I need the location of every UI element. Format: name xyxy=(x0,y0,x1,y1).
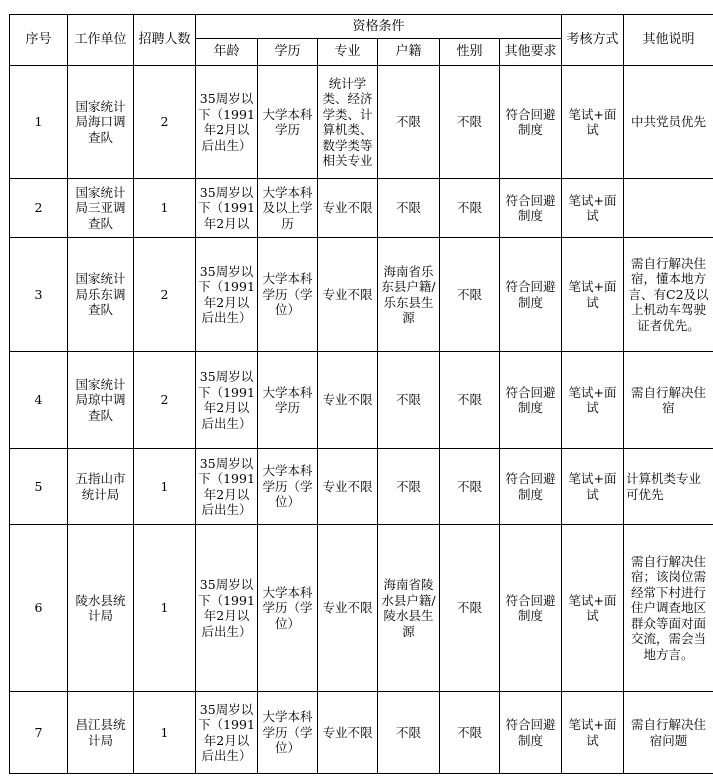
cell-age: 35周岁以下（1991年2月以后出生） xyxy=(196,238,258,352)
header-other-req: 其他要求 xyxy=(500,39,562,66)
header-qualifications: 资格条件 xyxy=(196,15,562,39)
cell-major: 专业不限 xyxy=(318,238,378,352)
cell-education: 大学本科学历（学位） xyxy=(258,238,318,352)
cell-hukou: 海南省乐东县户籍/乐东县生源 xyxy=(378,238,440,352)
cell-notes: 中共党员优先 xyxy=(624,66,713,179)
cell-unit: 国家统计局琼中调查队 xyxy=(68,352,134,449)
header-notes: 其他说明 xyxy=(624,15,713,66)
cell-hukou: 不限 xyxy=(378,179,440,238)
cell-exam: 笔试+面试 xyxy=(562,352,624,449)
cell-unit: 国家统计局三亚调查队 xyxy=(68,179,134,238)
header-count: 招聘人数 xyxy=(134,15,196,66)
cell-education: 大学本科学历 xyxy=(258,66,318,179)
cell-age: 35周岁以下（1991年2月以 xyxy=(196,179,258,238)
header-gender: 性别 xyxy=(440,39,500,66)
cell-gender: 不限 xyxy=(440,352,500,449)
cell-unit: 国家统计局海口调查队 xyxy=(68,66,134,179)
cell-major: 统计学类、经济学类、计算机类、数学类等相关专业 xyxy=(318,66,378,179)
table-row xyxy=(10,525,713,692)
header-hukou: 户籍 xyxy=(378,39,440,66)
table-row xyxy=(10,352,713,449)
cell-seq: 6 xyxy=(10,525,68,692)
header-unit: 工作单位 xyxy=(68,15,134,66)
cell-exam: 笔试+面试 xyxy=(562,692,624,774)
cell-unit: 五指山市统计局 xyxy=(68,449,134,525)
cell-count: 1 xyxy=(134,179,196,238)
cell-major: 专业不限 xyxy=(318,352,378,449)
cell-education: 大学本科学历（学位） xyxy=(258,449,318,525)
cell-seq: 5 xyxy=(10,449,68,525)
cell-notes: 需自行解决住宿；该岗位需经常下村进行住户调查地区群众等面对面交流，需会当地方言。 xyxy=(624,525,713,692)
cell-notes xyxy=(624,179,713,238)
table-row xyxy=(10,449,713,525)
cell-exam: 笔试+面试 xyxy=(562,179,624,238)
cell-major: 专业不限 xyxy=(318,449,378,525)
cell-age: 35周岁以下（1991年2月以后出生） xyxy=(196,66,258,179)
cell-gender: 不限 xyxy=(440,692,500,774)
table-row xyxy=(10,238,713,352)
header-seq: 序号 xyxy=(10,15,68,66)
cell-age: 35周岁以下（1991年2月以后出生） xyxy=(196,525,258,692)
cell-unit: 国家统计局乐东调查队 xyxy=(68,238,134,352)
recruitment-table xyxy=(9,14,713,774)
header-major: 专业 xyxy=(318,39,378,66)
cell-seq: 2 xyxy=(10,179,68,238)
cell-gender: 不限 xyxy=(440,179,500,238)
cell-notes: 计算机类专业可优先 xyxy=(624,449,713,525)
cell-unit: 昌江县统计局 xyxy=(68,692,134,774)
cell-notes: 需自行解决住宿，懂本地方言、有C2及以上机动车驾驶证者优先。 xyxy=(624,238,713,352)
cell-gender: 不限 xyxy=(440,449,500,525)
cell-education: 大学本科学历（学位） xyxy=(258,692,318,774)
cell-seq: 3 xyxy=(10,238,68,352)
table-row xyxy=(10,66,713,179)
cell-age: 35周岁以下（1991年2月以后出生） xyxy=(196,449,258,525)
cell-hukou: 不限 xyxy=(378,66,440,179)
header-education: 学历 xyxy=(258,39,318,66)
cell-major: 专业不限 xyxy=(318,525,378,692)
cell-gender: 不限 xyxy=(440,238,500,352)
cell-other-req: 符合回避制度 xyxy=(500,238,562,352)
cell-hukou: 不限 xyxy=(378,449,440,525)
cell-hukou: 海南省陵水县户籍/陵水县生源 xyxy=(378,525,440,692)
cell-hukou: 不限 xyxy=(378,352,440,449)
header-age: 年龄 xyxy=(196,39,258,66)
cell-seq: 7 xyxy=(10,692,68,774)
cell-seq: 4 xyxy=(10,352,68,449)
cell-count: 2 xyxy=(134,238,196,352)
cell-education: 大学本科学历 xyxy=(258,352,318,449)
cell-unit: 陵水县统计局 xyxy=(68,525,134,692)
table-row xyxy=(10,179,713,238)
cell-count: 2 xyxy=(134,352,196,449)
cell-major: 专业不限 xyxy=(318,692,378,774)
cell-major: 专业不限 xyxy=(318,179,378,238)
cell-count: 1 xyxy=(134,692,196,774)
cell-other-req: 符合回避制度 xyxy=(500,525,562,692)
cell-gender: 不限 xyxy=(440,66,500,179)
cell-count: 1 xyxy=(134,449,196,525)
cell-education: 大学本科及以上学历 xyxy=(258,179,318,238)
cell-notes: 需自行解决住宿问题 xyxy=(624,692,713,774)
cell-count: 2 xyxy=(134,66,196,179)
cell-other-req: 符合回避制度 xyxy=(500,352,562,449)
cell-education: 大学本科学历（学位） xyxy=(258,525,318,692)
table-row xyxy=(10,692,713,774)
cell-notes: 需自行解决住宿 xyxy=(624,352,713,449)
cell-gender: 不限 xyxy=(440,525,500,692)
cell-other-req: 符合回避制度 xyxy=(500,449,562,525)
cell-exam: 笔试+面试 xyxy=(562,449,624,525)
cell-seq: 1 xyxy=(10,66,68,179)
cell-count: 1 xyxy=(134,525,196,692)
cell-other-req: 符合回避制度 xyxy=(500,66,562,179)
cell-other-req: 符合回避制度 xyxy=(500,179,562,238)
cell-exam: 笔试+面试 xyxy=(562,238,624,352)
header-exam: 考核方式 xyxy=(562,15,624,66)
cell-hukou: 不限 xyxy=(378,692,440,774)
cell-age: 35周岁以下（1991年2月以后出生） xyxy=(196,352,258,449)
cell-age: 35周岁以下（1991年2月以后出生） xyxy=(196,692,258,774)
cell-exam: 笔试+面试 xyxy=(562,525,624,692)
cell-exam: 笔试+面试 xyxy=(562,66,624,179)
cell-other-req: 符合回避制度 xyxy=(500,692,562,774)
